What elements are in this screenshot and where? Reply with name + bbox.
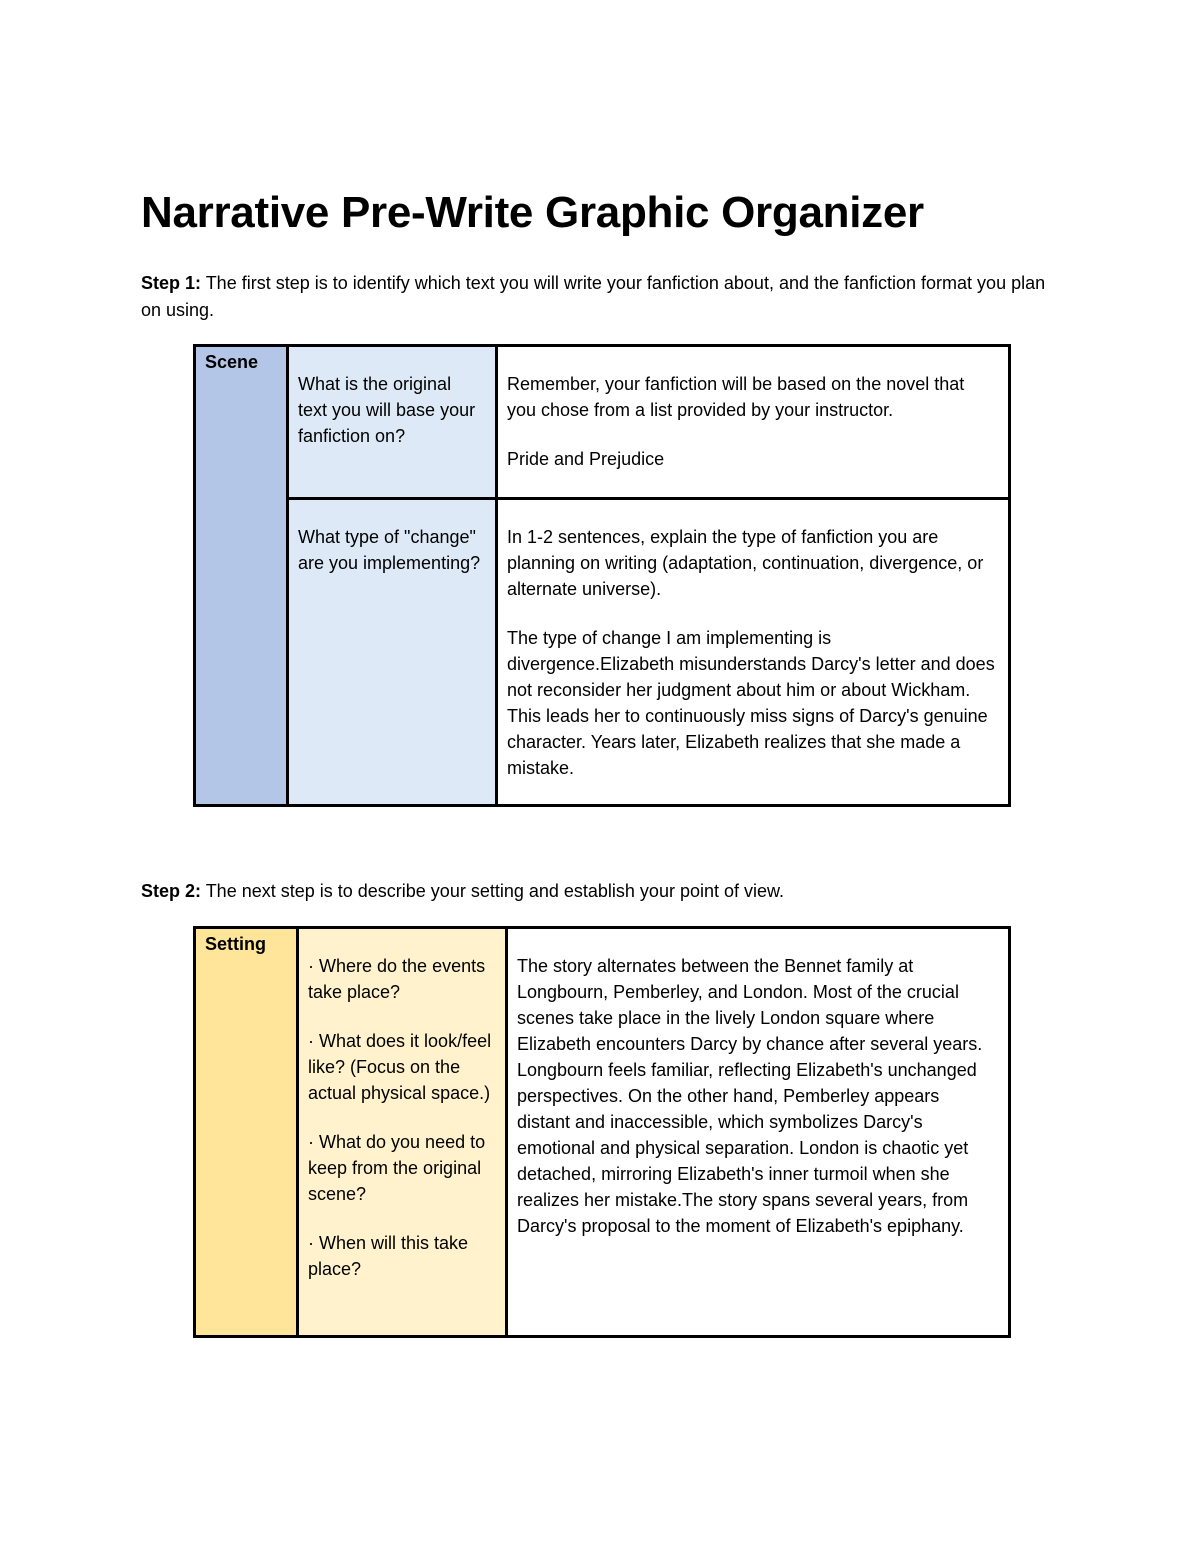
scene-instruction-1: Remember, your fanfiction will be based on the novel that you chose from a list provided by your instructor.	[507, 374, 965, 420]
scene-label-cell	[195, 346, 288, 806]
scene-question-original-text	[288, 346, 497, 499]
scene-answer-change-type	[497, 499, 1010, 806]
setting-label-cell	[195, 928, 298, 1337]
scene-row-original-text	[195, 346, 1010, 499]
setting-question-where: · Where do the events take place?	[308, 953, 493, 1005]
setting-question-when: · When will this take place?	[308, 1230, 493, 1282]
scene-row-change-type	[195, 499, 1010, 806]
step-2-instruction	[141, 878, 1061, 905]
setting-table	[193, 926, 1011, 1338]
scene-answer-2: The type of change I am implementing is divergence.Elizabeth misunderstands Darcy's letter and does not reconsider her judgment about him or about Wickham. This leads her to continuously miss signs of Darcy's genuine character. Years later, Elizabeth realizes that she made a mistake.	[507, 628, 995, 778]
step-2-text: The next step is to describe your setting and establish your point of view.	[201, 881, 785, 901]
scene-label: Scene	[205, 352, 259, 372]
scene-question-change-type	[288, 499, 497, 806]
scene-answer-original-text	[497, 346, 1010, 499]
setting-label: Setting	[205, 934, 266, 954]
setting-question-look-feel: · What does it look/feel like? (Focus on the actual physical space.)	[308, 1028, 493, 1106]
setting-answer: The story alternates between the Bennet family at Longbourn, Pemberley, and London. Most of the crucial scenes take place in the lively London square where Elizabeth encounters Darcy by chance after several years. Longbourn feels familiar, reflecting Elizabeth's unchanged perspectives. On the other hand, Pemberley appears distant and inaccessible, which symbolizes Darcy's emotional and physical separation. London is chaotic yet detached, mirroring Elizabeth's inner turmoil when she realizes her mistake.The story spans several years, from Darcy's proposal to the moment of Elizabeth's epiphany.	[517, 956, 983, 1236]
scene-table	[193, 344, 1011, 807]
step-1-instruction	[141, 270, 1061, 324]
step-1-text: The first step is to identify which text you will write your fanfiction about, and the fanfiction format you plan on using.	[141, 273, 1046, 320]
step-1-label: Step 1:	[141, 273, 202, 293]
setting-answer-cell	[507, 928, 1010, 1337]
scene-question-1: What is the original text you will base your fanfiction on?	[298, 374, 476, 446]
setting-questions-cell	[298, 928, 507, 1337]
page-title: Narrative Pre-Write Graphic Organizer	[141, 188, 924, 237]
scene-question-2: What type of "change" are you implementing?	[298, 527, 481, 573]
step-2-label: Step 2:	[141, 881, 202, 901]
scene-answer-1: Pride and Prejudice	[507, 449, 665, 469]
scene-instruction-2: In 1-2 sentences, explain the type of fanfiction you are planning on writing (adaptation, continuation, divergence, or alternate universe).	[507, 527, 984, 599]
setting-question-keep: · What do you need to keep from the original scene?	[308, 1129, 493, 1207]
setting-row	[195, 928, 1010, 1337]
